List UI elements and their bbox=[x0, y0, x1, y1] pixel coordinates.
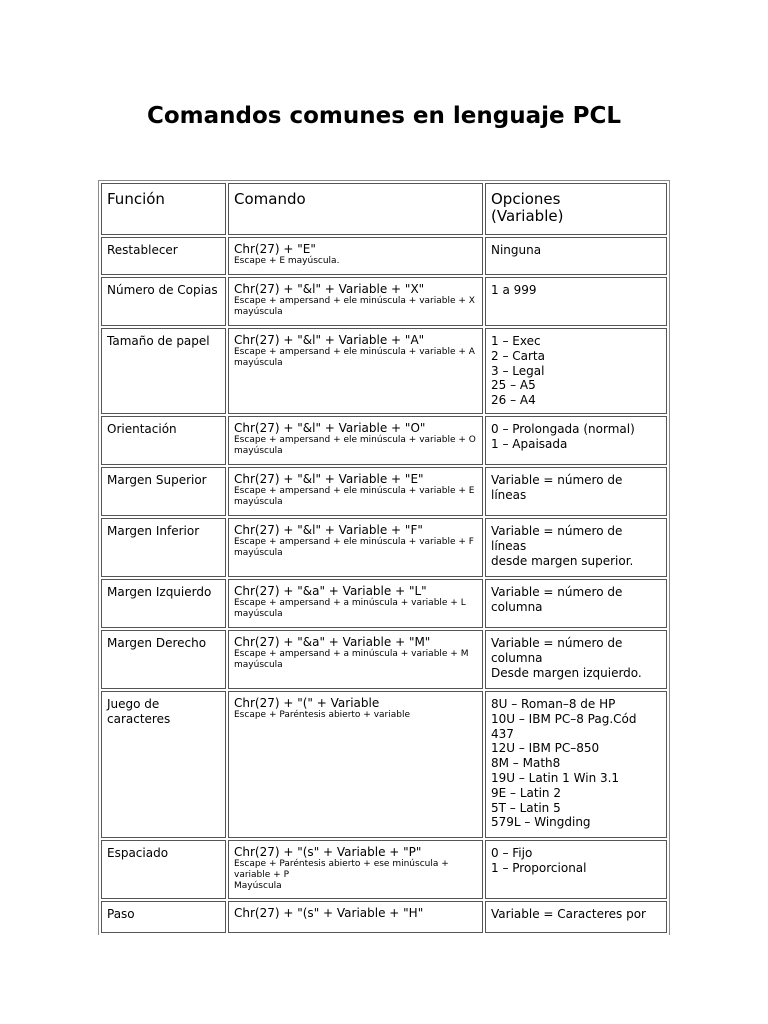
command-description: Escape + ampersand + a minúscula + variable + M mayúscula bbox=[234, 649, 469, 670]
cell-funcion: Restablecer bbox=[101, 237, 226, 275]
table-row bbox=[101, 840, 667, 899]
cell-comando bbox=[228, 277, 483, 326]
cell-opciones bbox=[485, 579, 667, 628]
cell-funcion: Juego de caracteres bbox=[101, 691, 226, 838]
table-row bbox=[101, 691, 667, 838]
cell-opciones bbox=[485, 416, 667, 465]
option-line: 25 – A5 bbox=[491, 378, 536, 393]
option-line: 1 a 999 bbox=[491, 283, 537, 297]
cell-funcion: Margen Inferior bbox=[101, 518, 226, 577]
cell-comando bbox=[228, 328, 483, 414]
option-line: 9E – Latin 2 bbox=[491, 785, 561, 800]
table-header-row bbox=[101, 183, 667, 235]
option-line: 5T – Latin 5 bbox=[491, 800, 561, 815]
cell-comando bbox=[228, 630, 483, 689]
option-line: 8U – Roman–8 de HP bbox=[491, 697, 616, 711]
option-line: 8M – Math8 bbox=[491, 756, 561, 771]
cell-opciones bbox=[485, 237, 667, 275]
cell-opciones bbox=[485, 328, 667, 414]
table-row bbox=[101, 277, 667, 326]
table-row bbox=[101, 328, 667, 414]
cell-comando bbox=[228, 840, 483, 899]
table-row bbox=[101, 630, 667, 689]
cell-comando bbox=[228, 518, 483, 577]
option-line: 1 – Proporcional bbox=[491, 860, 587, 875]
cell-comando bbox=[228, 237, 483, 275]
command-description: Escape + ampersand + ele minúscula + variable + X mayúscula bbox=[234, 296, 475, 317]
command-description: Escape + ampersand + ele minúscula + variable + O mayúscula bbox=[234, 435, 476, 456]
option-line: 0 – Fijo bbox=[491, 846, 533, 860]
cell-funcion: Número de Copias bbox=[101, 277, 226, 326]
command-description: Escape + ampersand + ele minúscula + variable + A mayúscula bbox=[234, 347, 475, 368]
option-line: 3 – Legal bbox=[491, 363, 545, 378]
command-code: Chr(27) + "&l" + Variable + "O" bbox=[234, 421, 426, 435]
command-description: Escape + Paréntesis abierto + ese minúscula + variable + P Mayúscula bbox=[234, 859, 449, 891]
option-line: 10U – IBM PC–8 Pag.Cód 437 bbox=[491, 711, 637, 741]
command-description: Escape + Paréntesis abierto + variable bbox=[234, 710, 411, 720]
command-code: Chr(27) + "(s" + Variable + "P" bbox=[234, 845, 422, 859]
cell-opciones bbox=[485, 901, 667, 933]
option-line: Ninguna bbox=[491, 243, 542, 257]
table-row bbox=[101, 237, 667, 275]
option-line: Variable = número de líneas bbox=[491, 524, 623, 553]
cell-funcion: Margen Superior bbox=[101, 467, 226, 516]
command-code: Chr(27) + "&a" + Variable + "M" bbox=[234, 635, 431, 649]
option-line: 0 – Prolongada (normal) bbox=[491, 422, 635, 436]
table-row bbox=[101, 518, 667, 577]
command-description: Escape + ampersand + ele minúscula + variable + E mayúscula bbox=[234, 486, 475, 507]
cell-opciones bbox=[485, 840, 667, 899]
command-description: Escape + ampersand + ele minúscula + variable + F mayúscula bbox=[234, 537, 474, 558]
cell-opciones bbox=[485, 518, 667, 577]
table-row bbox=[101, 579, 667, 628]
cell-comando bbox=[228, 579, 483, 628]
header-comando: Comando bbox=[228, 183, 483, 235]
cell-funcion: Orientación bbox=[101, 416, 226, 465]
option-line: Variable = número de líneas bbox=[491, 473, 623, 502]
cell-comando bbox=[228, 416, 483, 465]
cell-funcion: Margen Derecho bbox=[101, 630, 226, 689]
cell-opciones bbox=[485, 630, 667, 689]
table-row bbox=[101, 416, 667, 465]
pcl-commands-table bbox=[98, 180, 670, 935]
option-line: Variable = Caracteres por bbox=[491, 907, 646, 921]
header-funcion: Función bbox=[101, 183, 226, 235]
page-title: Comandos comunes en lenguaje PCL bbox=[146, 103, 622, 129]
command-description: Escape + ampersand + a minúscula + variable + L mayúscula bbox=[234, 598, 466, 619]
option-line: desde margen superior. bbox=[491, 553, 634, 568]
command-code: Chr(27) + "(" + Variable bbox=[234, 696, 380, 710]
option-line: 1 – Exec bbox=[491, 334, 541, 348]
cell-comando bbox=[228, 691, 483, 838]
command-code: Chr(27) + "&l" + Variable + "F" bbox=[234, 523, 423, 537]
command-description: Escape + E mayúscula. bbox=[234, 256, 340, 266]
cell-comando bbox=[228, 467, 483, 516]
cell-funcion: Margen Izquierdo bbox=[101, 579, 226, 628]
option-line: 2 – Carta bbox=[491, 348, 545, 363]
command-code: Chr(27) + "&a" + Variable + "L" bbox=[234, 584, 427, 598]
cell-opciones bbox=[485, 691, 667, 838]
cell-opciones bbox=[485, 467, 667, 516]
command-code: Chr(27) + "&l" + Variable + "E" bbox=[234, 472, 424, 486]
command-code: Chr(27) + "&l" + Variable + "A" bbox=[234, 333, 425, 347]
command-code: Chr(27) + "(s" + Variable + "H" bbox=[234, 906, 424, 920]
cell-opciones bbox=[485, 277, 667, 326]
command-code: Chr(27) + "&l" + Variable + "X" bbox=[234, 282, 425, 296]
cell-comando bbox=[228, 901, 483, 933]
cell-funcion: Tamaño de papel bbox=[101, 328, 226, 414]
option-line: 12U – IBM PC–850 bbox=[491, 741, 600, 756]
cell-funcion: Espaciado bbox=[101, 840, 226, 899]
header-opciones: Opciones (Variable) bbox=[485, 183, 667, 235]
table-row bbox=[101, 467, 667, 516]
option-line: 19U – Latin 1 Win 3.1 bbox=[491, 770, 620, 785]
option-line: Variable = número de columna bbox=[491, 585, 623, 614]
option-line: 26 – A4 bbox=[491, 393, 536, 408]
option-line: Desde margen izquierdo. bbox=[491, 665, 642, 680]
cell-funcion: Paso bbox=[101, 901, 226, 933]
option-line: 1 – Apaisada bbox=[491, 436, 568, 451]
command-code: Chr(27) + "E" bbox=[234, 242, 316, 256]
option-line: 579L – Wingding bbox=[491, 815, 591, 830]
option-line: Variable = número de columna bbox=[491, 636, 623, 665]
table-row bbox=[101, 901, 667, 933]
